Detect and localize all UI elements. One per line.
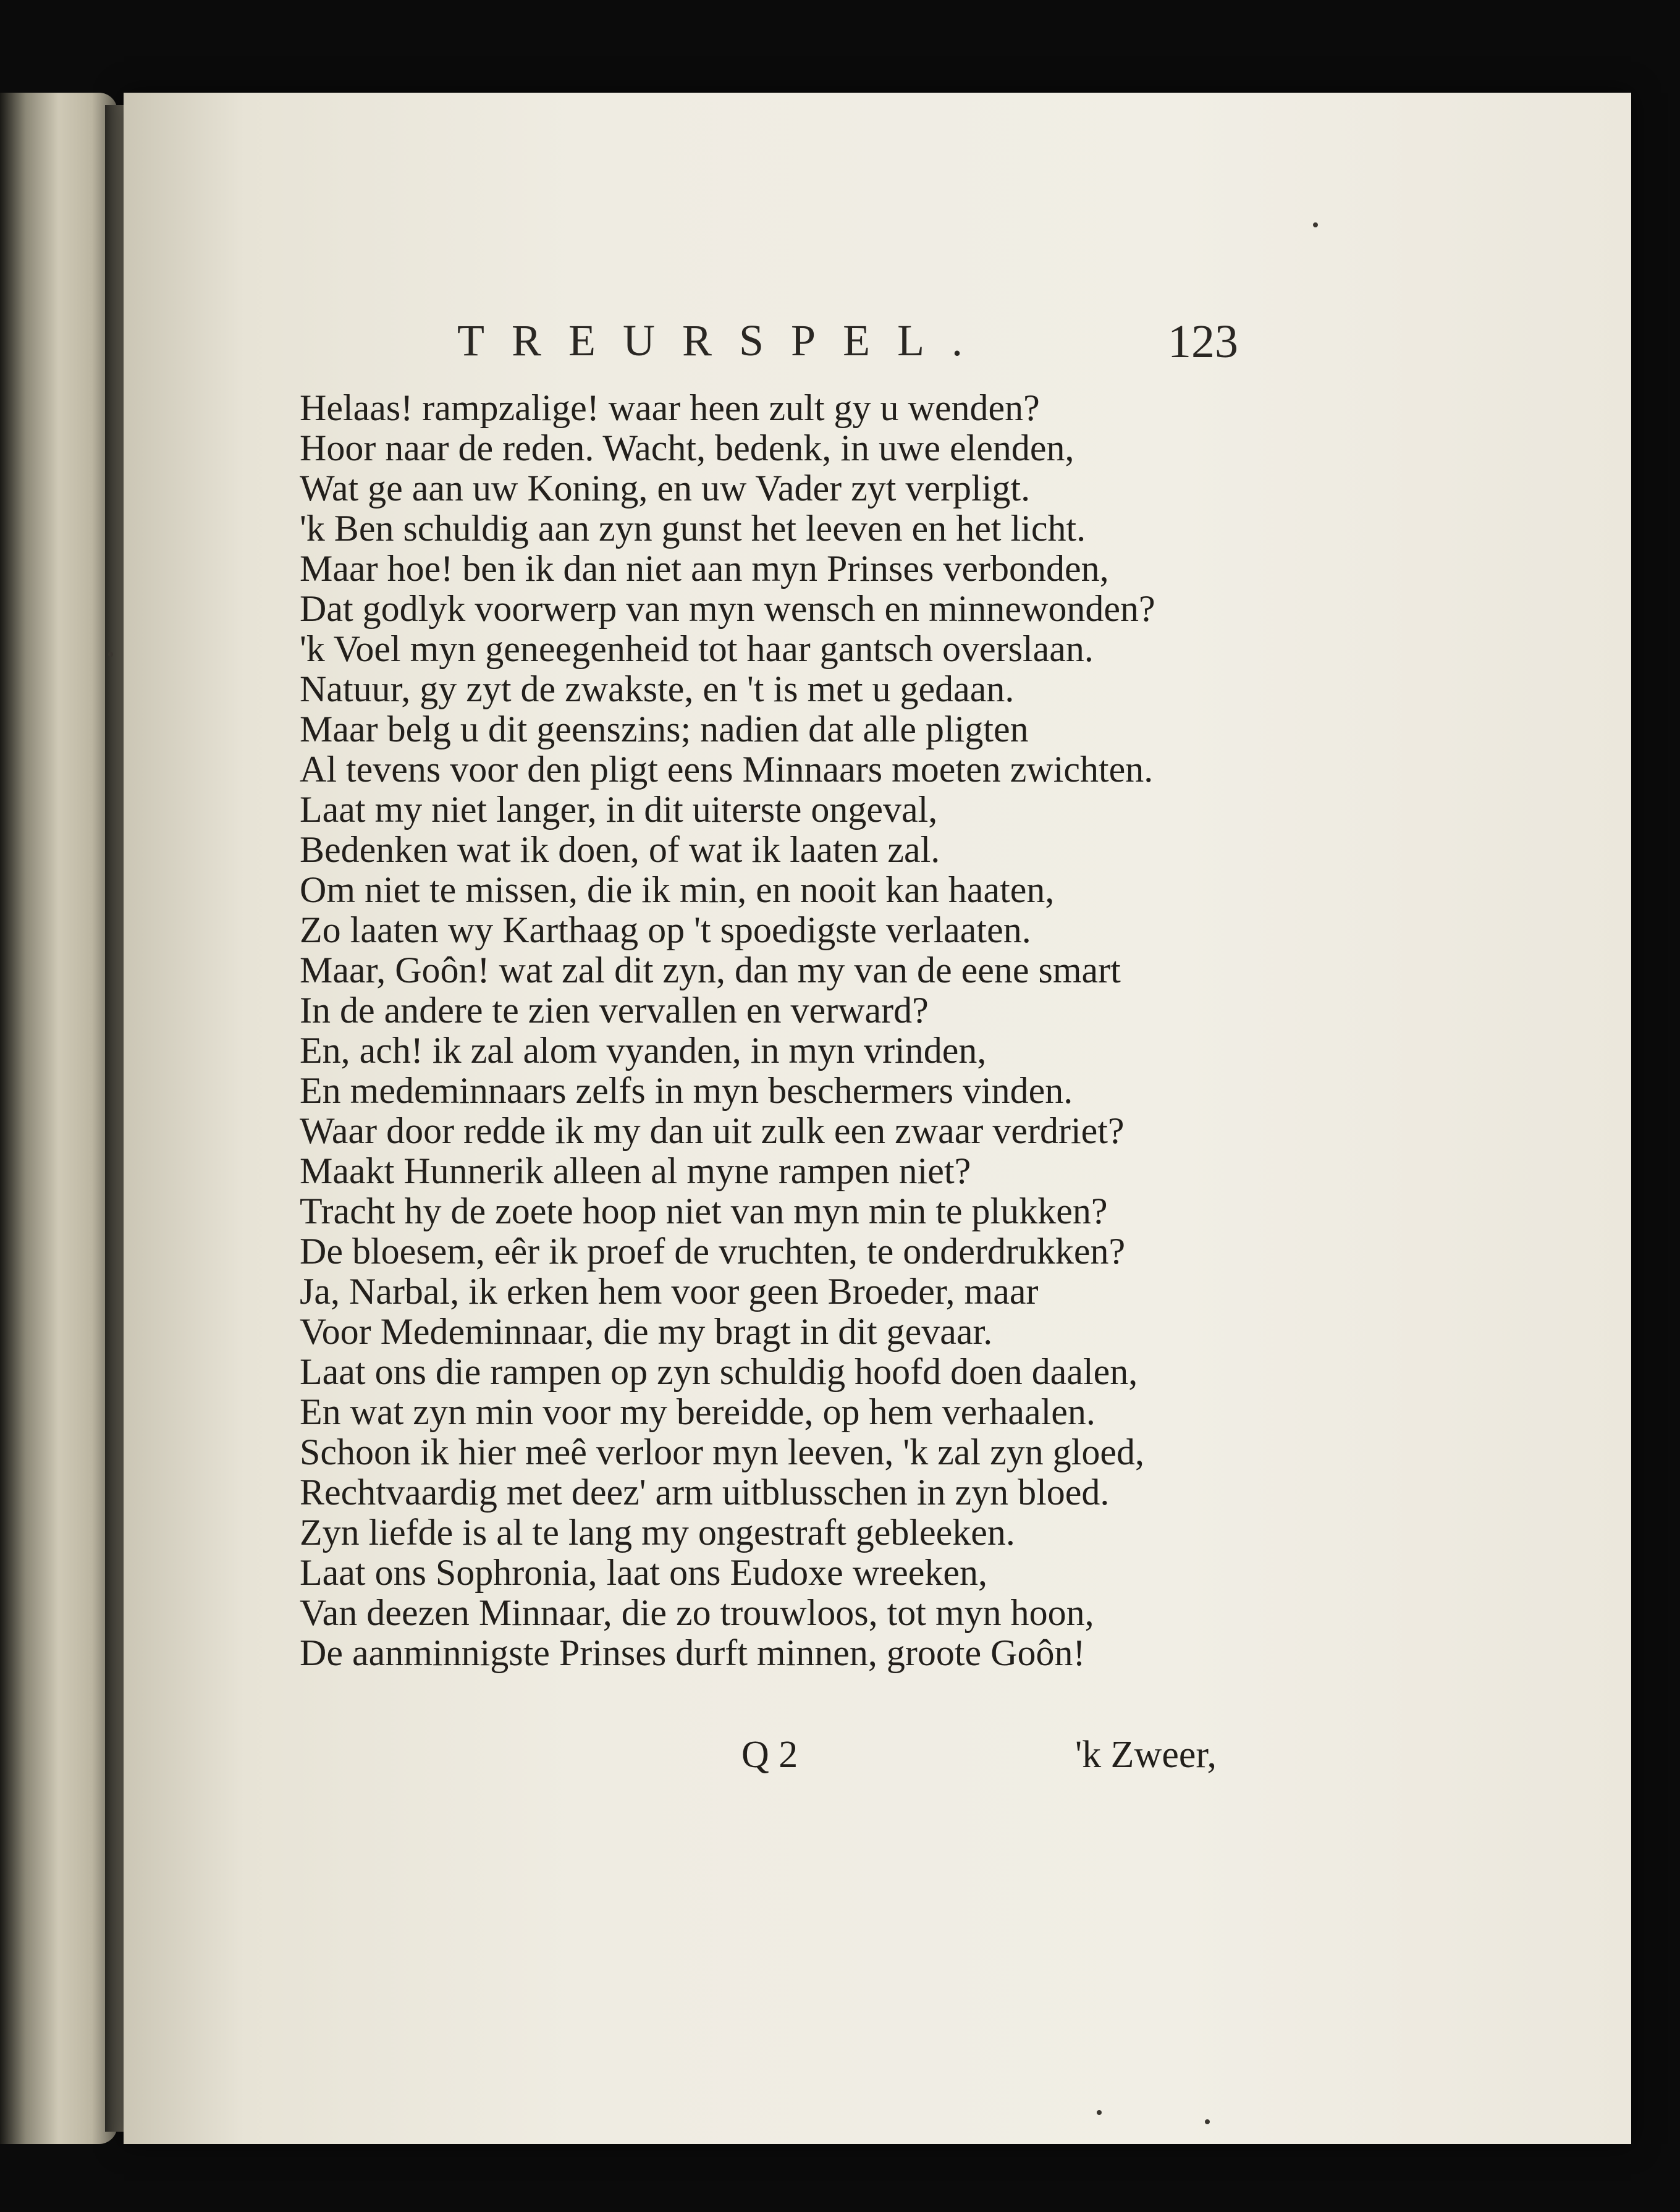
verse-line: Om niet te missen, die ik min, en nooit kan haaten, xyxy=(300,869,1055,910)
signature-mark: Q 2 xyxy=(741,1734,798,1776)
verse-line: Wat ge aan uw Koning, en uw Vader zyt verpligt. xyxy=(300,468,1031,509)
verse-line: Maar belg u dit geenszins; nadien dat alle pligten xyxy=(300,709,1029,749)
verse-line: En wat zyn min voor my bereidde, op hem verhaalen. xyxy=(300,1391,1095,1432)
verse-line: Dat godlyk voorwerp van myn wensch en minnewonden? xyxy=(300,588,1155,629)
book-page xyxy=(124,93,1631,2144)
verse-text xyxy=(300,388,1566,1673)
ink-speck xyxy=(1097,2110,1102,2115)
verse-line: Van deezen Minnaar, die zo trouwloos, tot myn hoon, xyxy=(300,1592,1094,1633)
ink-speck xyxy=(1205,2119,1210,2124)
verse-line: En medeminnaars zelfs in myn beschermers vinden. xyxy=(300,1070,1073,1111)
verse-line: Bedenken wat ik doen, of wat ik laaten zal. xyxy=(300,829,940,870)
verse-line: De bloesem, eêr ik proef de vruchten, te onderdrukken? xyxy=(300,1231,1126,1272)
page-footer xyxy=(124,1733,1631,1789)
previous-page-edge xyxy=(0,93,117,2144)
verse-line: 'k Ben schuldig aan zyn gunst het leeven en het licht. xyxy=(300,508,1086,549)
verse-line: Tracht hy de zoete hoop niet van myn min te plukken? xyxy=(300,1191,1108,1231)
verse-line: Maar, Goôn! wat zal dit zyn, dan my van de eene smart xyxy=(300,950,1121,990)
verse-line: En, ach! ik zal alom vyanden, in myn vrinden, xyxy=(300,1030,987,1071)
verse-line: Waar door redde ik my dan uit zulk een zwaar verdriet? xyxy=(300,1110,1125,1151)
verse-line: Helaas! rampzalige! waar heen zult gy u wenden? xyxy=(300,387,1040,428)
ink-speck xyxy=(1313,222,1318,227)
page-number: 123 xyxy=(1168,316,1238,368)
verse-line: In de andere te zien vervallen en verward? xyxy=(300,990,929,1031)
verse-line: Rechtvaardig met deez' arm uitblusschen in zyn bloed. xyxy=(300,1472,1110,1513)
verse-line: Hoor naar de reden. Wacht, bedenk, in uwe elenden, xyxy=(300,428,1074,468)
verse-line: Natuur, gy zyt de zwakste, en 't is met u gedaan. xyxy=(300,669,1015,709)
verse-line: Zo laaten wy Karthaag op 't spoedigste verlaaten. xyxy=(300,910,1031,950)
verse-line: Maakt Hunnerik alleen al myne rampen niet? xyxy=(300,1150,971,1191)
verse-line: 'k Voel myn geneegenheid tot haar gantsch overslaan. xyxy=(300,628,1094,669)
verse-line: Al tevens voor den pligt eens Minnaars moeten zwichten. xyxy=(300,749,1154,790)
verse-line: Maar hoe! ben ik dan niet aan myn Prinses verbonden, xyxy=(300,548,1109,589)
verse-line: Zyn liefde is al te lang my ongestraft gebleeken. xyxy=(300,1512,1015,1553)
verse-line: Laat ons Sophronia, laat ons Eudoxe wreeken, xyxy=(300,1552,988,1593)
page-header xyxy=(124,315,1631,389)
verse-line: Laat ons die rampen op zyn schuldig hoofd doen daalen, xyxy=(300,1351,1138,1392)
ink-speck xyxy=(108,652,113,657)
verse-line: Schoon ik hier meê verloor myn leeven, 'k zal zyn gloed, xyxy=(300,1432,1145,1472)
verse-line: Laat my niet langer, in dit uiterste ongeval, xyxy=(300,789,938,830)
verse-line: Voor Medeminnaar, die my bragt in dit gevaar. xyxy=(300,1311,993,1352)
verse-line: Ja, Narbal, ik erken hem voor geen Broeder, maar xyxy=(300,1271,1039,1312)
verse-line: De aanminnigste Prinses durft minnen, groote Goôn! xyxy=(300,1632,1086,1673)
running-title: TREURSPEL. xyxy=(457,316,990,365)
catchword: 'k Zweer, xyxy=(1075,1734,1217,1776)
